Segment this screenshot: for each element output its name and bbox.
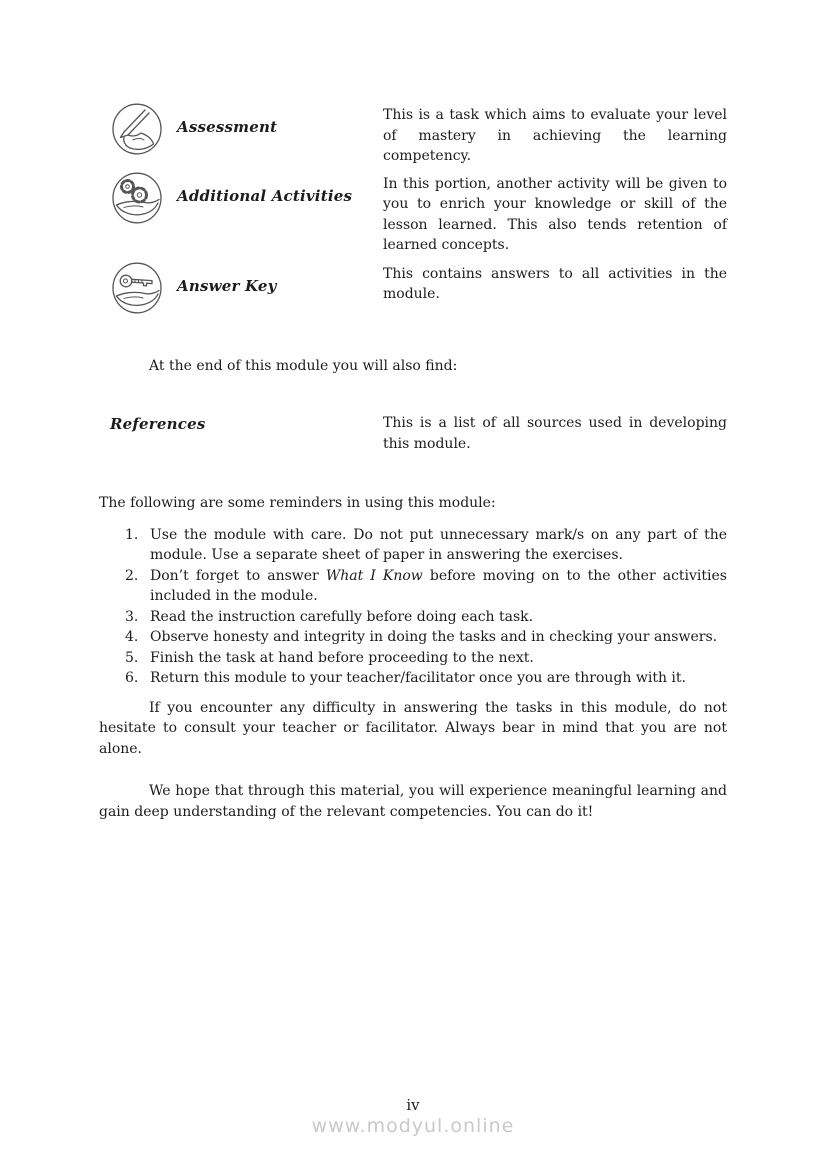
list-item-text-italic: What I Know: [325, 567, 423, 584]
references-row: [99, 413, 727, 454]
list-item-text: Finish the task at hand before proceeding to the next.: [150, 649, 534, 666]
list-item-number: 6.: [125, 670, 139, 686]
module-part-row-additional-activities: [111, 172, 727, 256]
module-part-description: In this portion, another activity will be given to you to enrich your knowledge or skill of the lesson learned. This also tends retention of learned concepts.: [383, 175, 727, 253]
hand-gears-icon: [111, 172, 163, 224]
paragraph-meaningful-learning: We hope that through this material, you will experience meaningful learning and gain deep understanding of the relevant competencies. You can do it!: [99, 783, 727, 820]
list-item-text-pre: Don’t forget to answer: [150, 567, 326, 584]
list-item-number: 5.: [125, 649, 139, 666]
module-part-label: Answer Key: [177, 276, 277, 295]
list-item-text: Observe honesty and integrity in doing the tasks and in checking your answers.: [150, 629, 718, 645]
list-item-text-post: before moving on to the other activities included in the module.: [150, 567, 727, 604]
hand-key-icon: [111, 262, 163, 314]
module-part-row-assessment: [111, 103, 727, 167]
module-part-description: This is a task which aims to evaluate your level of mastery in achieving the learning competency.: [383, 107, 727, 164]
list-item: [99, 566, 727, 607]
list-item-number: 4.: [125, 629, 139, 645]
watermark-text: www.modyul.online: [311, 1115, 515, 1137]
references-label: References: [110, 415, 206, 433]
references-description: This is a list of all sources used in developing this module.: [383, 415, 727, 452]
list-item-text: Use the module with care. Do not put unnecessary mark/s on any part of the module. Use a separate sheet of paper in answering the exercises.: [150, 526, 727, 563]
answer-key-icon-cell: [111, 262, 177, 314]
list-item: [99, 648, 727, 669]
additional-activities-icon-cell: [111, 172, 177, 256]
module-part-label: Additional Activities: [177, 186, 353, 205]
end-note-text: At the end of this module you will also find:: [149, 357, 458, 374]
list-item-number: 3.: [125, 608, 139, 625]
list-item: [99, 627, 727, 648]
assessment-icon-cell: [111, 103, 177, 167]
hand-writing-pen-icon: [111, 103, 163, 155]
list-item: [99, 607, 727, 628]
page-number: iv: [406, 1096, 420, 1114]
list-item-number: 1.: [125, 526, 139, 543]
paragraph-consult-teacher: If you encounter any difficulty in answering the tasks in this module, do not hesitate to consult your teacher or facilitator. Always bear in mind that you are not alone.: [99, 699, 727, 757]
list-item-text: Return this module to your teacher/facilitator once you are through with it.: [150, 670, 686, 686]
module-part-description: This contains answers to all activities in the module.: [383, 265, 727, 302]
list-item-number: 2.: [125, 567, 139, 584]
list-item: [99, 525, 727, 566]
reminders-intro-text: The following are some reminders in using this module:: [99, 495, 496, 511]
list-item: [99, 668, 727, 689]
reminders-list: [99, 525, 727, 689]
list-item-text: Read the instruction carefully before doing each task.: [150, 608, 534, 625]
module-part-row-answer-key: [111, 262, 727, 314]
module-part-label: Assessment: [177, 118, 278, 136]
list-item-text: [150, 566, 727, 607]
